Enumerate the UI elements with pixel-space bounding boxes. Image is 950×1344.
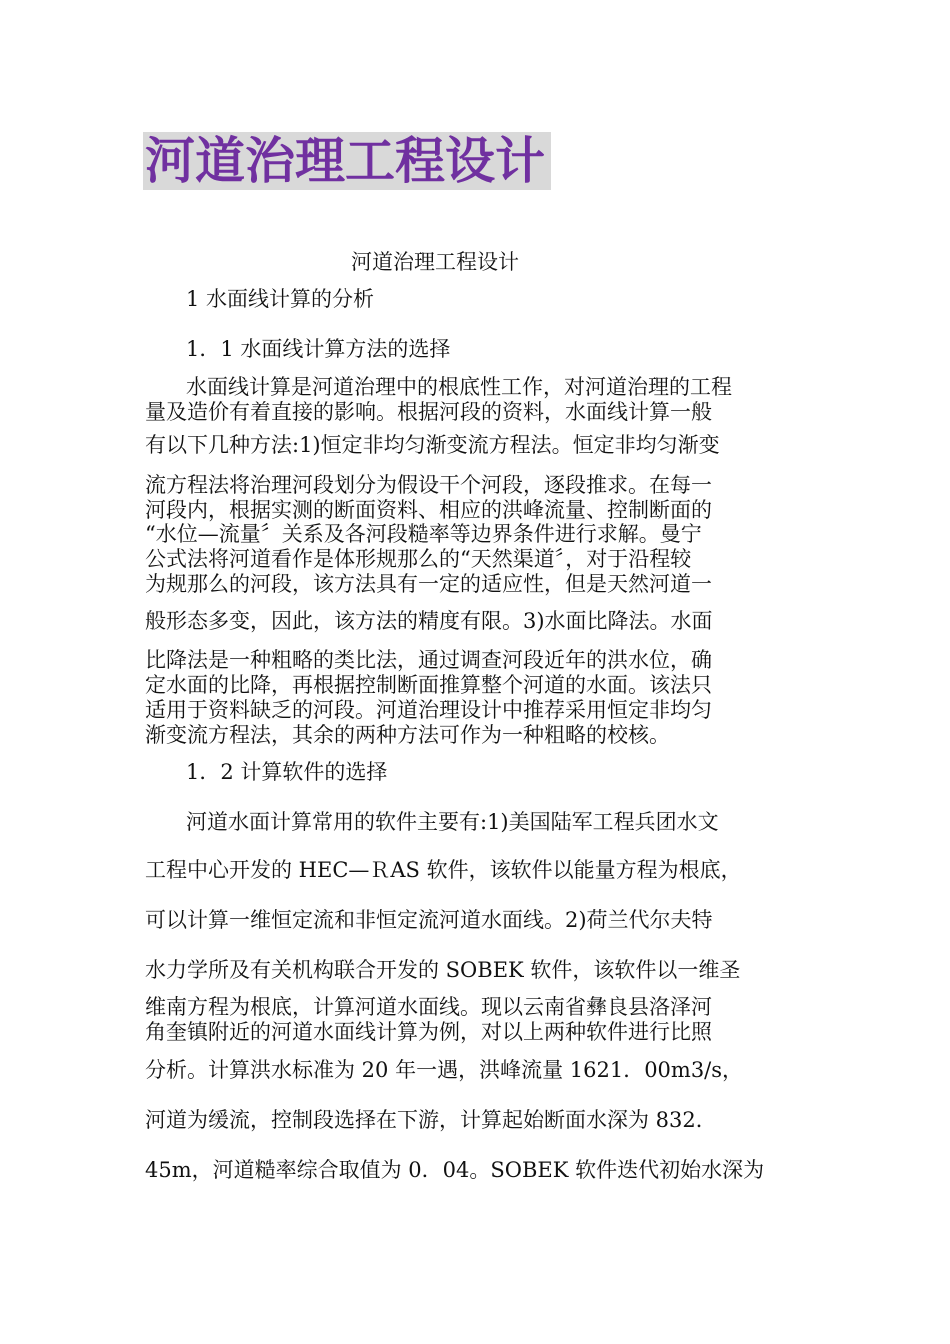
paragraph-line: 有以下几种方法:1)恒定非均匀渐变流方程法。恒定非均匀渐变 xyxy=(145,433,720,457)
paragraph-line: 量及造价有着直接的影响。根据河段的资料，水面线计算一般 xyxy=(145,400,712,424)
paragraph-line: 分析。计算洪水标准为 20 年一遇，洪峰流量 1621．00m3/s， xyxy=(145,1058,744,1082)
paragraph-line: 般形态多变，因此，该方法的精度有限。3)水面比降法。水面 xyxy=(145,609,713,633)
heading-1: 1 水面线计算的分析 xyxy=(186,287,375,311)
paragraph-line: 河道为缓流，控制段选择在下游，计算起始断面水深为 832． xyxy=(145,1108,717,1132)
title-highlight xyxy=(143,132,551,190)
paragraph-line: 渐变流方程法，其余的两种方法可作为一种粗略的校核。 xyxy=(145,723,670,747)
paragraph-line: 维南方程为根底，计算河道水面线。现以云南省彝良县洛泽河 xyxy=(145,995,712,1019)
paragraph-line: 45m，河道糙率综合取值为 0．04。SOBEK 软件迭代初始水深为 xyxy=(145,1158,765,1182)
paragraph-line: 适用于资料缺乏的河段。河道治理设计中推荐采用恒定非均匀 xyxy=(145,698,712,722)
document-title: 河道治理工程设计 xyxy=(145,132,545,190)
paragraph-line: 河段内，根据实测的断面资料、相应的洪峰流量、控制断面的 xyxy=(145,498,712,522)
paragraph-line: 为规那么的河段，该方法具有一定的适应性，但是天然河道一 xyxy=(145,572,712,596)
paragraph-line: 比降法是一种粗略的类比法，通过调查河段近年的洪水位，确 xyxy=(145,648,712,672)
paragraph-line: 流方程法将治理河段划分为假设干个河段，逐段推求。在每一 xyxy=(145,473,712,497)
paragraph-line: 角奎镇附近的河道水面线计算为例，对以上两种软件进行比照 xyxy=(145,1020,712,1044)
heading-1-2: 1．2 计算软件的选择 xyxy=(186,760,388,784)
paragraph-line: 工程中心开发的 HEC—ＲAS 软件，该软件以能量方程为根底， xyxy=(145,858,742,882)
heading-1-1: 1．1 水面线计算方法的选择 xyxy=(186,337,451,361)
paragraph-line: 水力学所及有关机构联合开发的 SOBEK 软件，该软件以一维圣 xyxy=(145,958,741,982)
paragraph-line: 公式法将河道看作是体形规那么的“天然渠道〞，对于沿程较 xyxy=(145,547,692,571)
paragraph-line: 水面线计算是河道治理中的根底性工作，对河道治理的工程 xyxy=(186,375,732,399)
paragraph-line: 定水面的比降，再根据控制断面推算整个河道的水面。该法只 xyxy=(145,673,712,697)
paragraph-line: 河道水面计算常用的软件主要有:1)美国陆军工程兵团水文 xyxy=(186,810,719,834)
paragraph-line: “水位—流量〞关系及各河段糙率等边界条件进行求解。曼宁 xyxy=(145,522,702,546)
paragraph-line: 可以计算一维恒定流和非恒定流河道水面线。2)荷兰代尔夫特 xyxy=(145,908,713,932)
subtitle: 河道治理工程设计 xyxy=(351,250,519,274)
